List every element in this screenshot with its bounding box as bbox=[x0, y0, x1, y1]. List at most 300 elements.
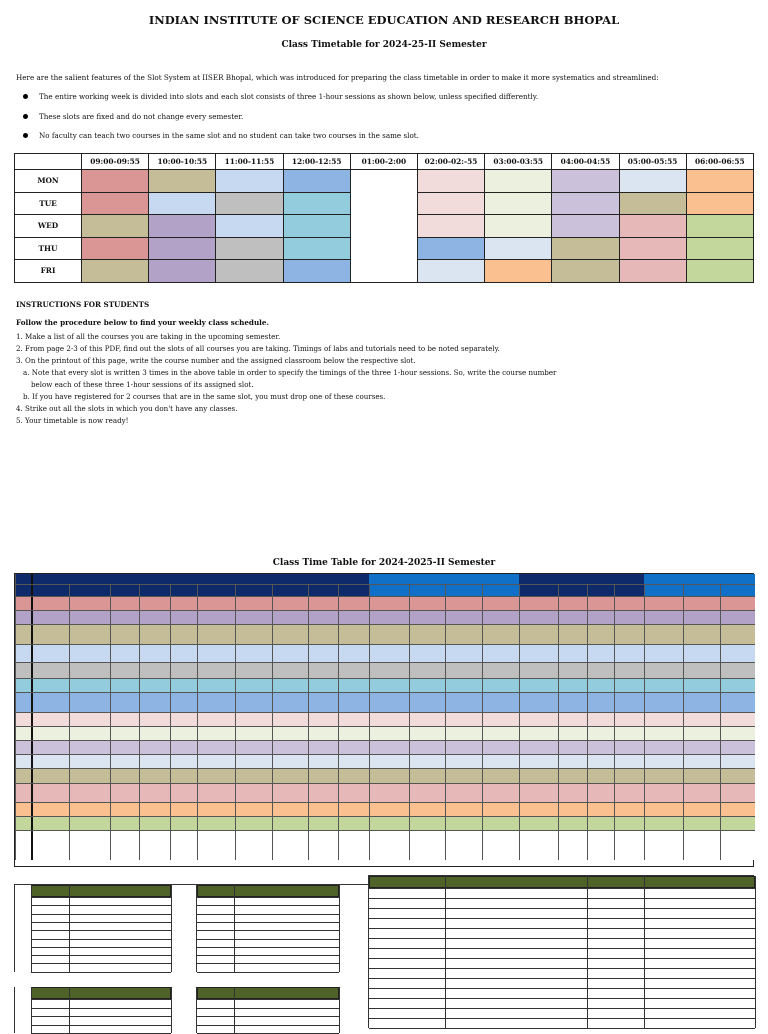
timetable-cell bbox=[519, 679, 558, 692]
form-row-line bbox=[197, 1016, 339, 1017]
timetable-cell bbox=[197, 713, 235, 726]
timetable-cell bbox=[445, 817, 482, 830]
timetable-row bbox=[15, 816, 755, 830]
timetable-cell bbox=[31, 831, 69, 860]
timetable-cell bbox=[139, 625, 170, 644]
form-column-line bbox=[234, 885, 235, 972]
timetable-cell bbox=[587, 574, 614, 584]
timetable-cell bbox=[482, 574, 519, 584]
form-row-line bbox=[197, 939, 339, 940]
timetable-cell bbox=[558, 611, 587, 624]
timetable-cell bbox=[197, 645, 235, 662]
timetable-cell bbox=[139, 784, 170, 802]
slot-cell bbox=[686, 170, 753, 193]
timetable-cell bbox=[308, 831, 338, 860]
time-header: 12:00-12:55 bbox=[283, 154, 350, 170]
time-header: 04:00-04:55 bbox=[552, 154, 619, 170]
timetable-row bbox=[15, 768, 755, 783]
form-row-line bbox=[369, 978, 755, 979]
form-row-line bbox=[369, 998, 755, 999]
timetable-cell bbox=[558, 769, 587, 783]
instruction-step: 1. Make a list of all the courses you are taking in the upcoming semester. bbox=[16, 332, 281, 341]
timetable-cell bbox=[445, 713, 482, 726]
form-row-line bbox=[369, 928, 755, 929]
timetable-cell bbox=[445, 574, 482, 584]
time-header: 03:00-03:55 bbox=[485, 154, 552, 170]
form-row-line bbox=[369, 1028, 755, 1029]
slot-cell bbox=[552, 237, 619, 260]
timetable-cell bbox=[170, 693, 197, 712]
timetable-row bbox=[15, 644, 755, 662]
timetable-cell bbox=[482, 741, 519, 754]
timetable-cell bbox=[139, 713, 170, 726]
timetable-cell bbox=[369, 817, 409, 830]
timetable-cell bbox=[110, 769, 139, 783]
timetable-cell bbox=[69, 574, 110, 584]
form-column-line bbox=[445, 876, 446, 1028]
timetable-cell bbox=[587, 727, 614, 740]
form-row-line bbox=[197, 972, 339, 973]
timetable-cell bbox=[235, 663, 272, 678]
timetable-cell bbox=[338, 693, 369, 712]
slot-cell bbox=[485, 260, 552, 283]
form-row-line bbox=[369, 1018, 755, 1019]
form-row-line bbox=[31, 1016, 171, 1017]
timetable-cell bbox=[15, 727, 31, 740]
timetable-cell bbox=[519, 769, 558, 783]
timetable-cell bbox=[614, 693, 644, 712]
timetable-cell bbox=[482, 784, 519, 802]
timetable-cell bbox=[338, 727, 369, 740]
timetable-cell bbox=[235, 625, 272, 644]
timetable-cell bbox=[558, 645, 587, 662]
timetable-cell bbox=[31, 784, 69, 802]
timetable-cell bbox=[110, 611, 139, 624]
timetable-cell bbox=[338, 679, 369, 692]
timetable-cell bbox=[683, 803, 720, 816]
timetable-cell bbox=[235, 741, 272, 754]
timetable-cell bbox=[235, 803, 272, 816]
timetable-cell bbox=[644, 817, 683, 830]
timetable-cell bbox=[235, 784, 272, 802]
timetable-cell bbox=[445, 663, 482, 678]
timetable-cell bbox=[369, 831, 409, 860]
timetable-cell bbox=[15, 713, 31, 726]
form-row-line bbox=[369, 888, 755, 889]
timetable-cell bbox=[683, 755, 720, 768]
timetable-row bbox=[15, 754, 755, 768]
timetable-row bbox=[15, 712, 755, 726]
timetable-cell bbox=[110, 713, 139, 726]
timetable-cell bbox=[15, 803, 31, 816]
form-header-bar bbox=[31, 987, 171, 999]
timetable-cell bbox=[558, 803, 587, 816]
timetable-cell bbox=[587, 679, 614, 692]
timetable-cell bbox=[369, 585, 409, 596]
timetable-cell bbox=[683, 611, 720, 624]
timetable-cell bbox=[197, 803, 235, 816]
feature-item: No faculty can teach two courses in the same slot and no student can take two courses in the same slot. bbox=[22, 128, 538, 148]
timetable-cell bbox=[235, 585, 272, 596]
timetable-cell bbox=[31, 574, 69, 584]
slot-cell bbox=[283, 215, 350, 238]
timetable-cell bbox=[614, 741, 644, 754]
timetable-cell bbox=[110, 741, 139, 754]
instruction-step: a. Note that every slot is written 3 times in the above table in order to specify the timings of the three 1-hour sessions. So, write the course number bbox=[23, 368, 557, 377]
timetable-cell bbox=[139, 611, 170, 624]
timetable-cell bbox=[369, 727, 409, 740]
form-row-line bbox=[197, 999, 339, 1000]
timetable-cell bbox=[170, 741, 197, 754]
timetable-cell bbox=[683, 574, 720, 584]
slot-cell bbox=[417, 192, 484, 215]
timetable-cell bbox=[197, 727, 235, 740]
course-form-right bbox=[368, 876, 756, 1028]
timetable-cell bbox=[338, 645, 369, 662]
timetable-cell bbox=[272, 727, 308, 740]
timetable-cell bbox=[110, 597, 139, 610]
timetable-cell bbox=[482, 645, 519, 662]
form-row-line bbox=[197, 963, 339, 964]
slot-cell bbox=[619, 215, 686, 238]
slot-cell bbox=[82, 192, 149, 215]
timetable-cell bbox=[308, 611, 338, 624]
form-column-line bbox=[644, 876, 645, 1028]
timetable-cell bbox=[139, 741, 170, 754]
form-column-line bbox=[234, 987, 235, 1033]
timetable-cell bbox=[272, 597, 308, 610]
slot-cell bbox=[149, 192, 216, 215]
timetable-cell bbox=[338, 817, 369, 830]
timetable-cell bbox=[519, 803, 558, 816]
timetable-cell bbox=[235, 755, 272, 768]
timetable-cell bbox=[272, 741, 308, 754]
timetable-cell bbox=[720, 693, 755, 712]
form-header-bar bbox=[369, 876, 755, 888]
slot-cell bbox=[82, 215, 149, 238]
instructions-subheading: Follow the procedure below to find your weekly class schedule. bbox=[16, 318, 269, 327]
slot-cell bbox=[216, 192, 283, 215]
timetable-cell bbox=[338, 585, 369, 596]
timetable-cell bbox=[272, 693, 308, 712]
instruction-step: 3. On the printout of this page, write the course number and the assigned classroom below the respective slot. bbox=[16, 356, 416, 365]
course-form-middle bbox=[196, 885, 340, 972]
timetable-cell bbox=[720, 611, 755, 624]
form-row-line bbox=[31, 922, 171, 923]
timetable-cell bbox=[409, 817, 445, 830]
timetable-cell bbox=[644, 784, 683, 802]
timetable-cell bbox=[170, 803, 197, 816]
timetable-cell bbox=[409, 713, 445, 726]
timetable-cell bbox=[644, 625, 683, 644]
timetable-cell bbox=[69, 831, 110, 860]
slot-cell bbox=[283, 260, 350, 283]
timetable-cell bbox=[445, 831, 482, 860]
timetable-cell bbox=[110, 755, 139, 768]
timetable-cell bbox=[69, 679, 110, 692]
timetable-row bbox=[15, 783, 755, 802]
timetable-cell bbox=[482, 679, 519, 692]
timetable-cell bbox=[482, 769, 519, 783]
form-row-line bbox=[31, 955, 171, 956]
timetable-cell bbox=[338, 597, 369, 610]
slot-cell bbox=[82, 237, 149, 260]
timetable-cell bbox=[683, 817, 720, 830]
form-row-line bbox=[197, 1025, 339, 1026]
timetable-cell bbox=[31, 693, 69, 712]
timetable-cell bbox=[587, 663, 614, 678]
timetable-cell bbox=[139, 769, 170, 783]
timetable-cell bbox=[170, 625, 197, 644]
timetable-cell bbox=[445, 693, 482, 712]
timetable-cell bbox=[644, 645, 683, 662]
timetable-cell bbox=[720, 727, 755, 740]
timetable-cell bbox=[614, 803, 644, 816]
timetable-cell bbox=[197, 769, 235, 783]
form-row-line bbox=[369, 1008, 755, 1009]
timetable-cell bbox=[644, 611, 683, 624]
timetable-cell bbox=[644, 727, 683, 740]
timetable-row bbox=[15, 830, 755, 860]
day-label: WED bbox=[15, 215, 82, 238]
timetable-cell bbox=[110, 817, 139, 830]
timetable-cell bbox=[197, 585, 235, 596]
timetable-cell bbox=[644, 713, 683, 726]
slot-cell bbox=[686, 192, 753, 215]
timetable-cell bbox=[683, 597, 720, 610]
timetable-cell bbox=[110, 585, 139, 596]
timetable-cell bbox=[587, 769, 614, 783]
timetable-cell bbox=[445, 727, 482, 740]
slot-cell bbox=[619, 237, 686, 260]
timetable-cell bbox=[683, 645, 720, 662]
timetable-cell bbox=[409, 663, 445, 678]
timetable-cell bbox=[720, 663, 755, 678]
timetable-cell bbox=[519, 817, 558, 830]
instruction-step: b. If you have registered for 2 courses that are in the same slot, you must drop one of these courses. bbox=[23, 392, 386, 401]
timetable-cell bbox=[31, 713, 69, 726]
timetable-row bbox=[15, 596, 755, 610]
timetable-cell bbox=[587, 611, 614, 624]
timetable-cell bbox=[110, 663, 139, 678]
timetable-cell bbox=[369, 679, 409, 692]
timetable-cell bbox=[409, 769, 445, 783]
timetable-cell bbox=[69, 769, 110, 783]
timetable-cell bbox=[558, 693, 587, 712]
timetable-cell bbox=[338, 663, 369, 678]
timetable-cell bbox=[519, 625, 558, 644]
timetable-cell bbox=[235, 817, 272, 830]
form-row-line bbox=[31, 963, 171, 964]
timetable-cell bbox=[720, 645, 755, 662]
timetable-cell bbox=[614, 611, 644, 624]
timetable-cell bbox=[614, 663, 644, 678]
timetable-cell bbox=[170, 727, 197, 740]
timetable-cell bbox=[308, 574, 338, 584]
timetable-cell bbox=[308, 645, 338, 662]
slot-cell bbox=[417, 237, 484, 260]
timetable-cell bbox=[720, 769, 755, 783]
timetable-cell bbox=[170, 585, 197, 596]
timetable-cell bbox=[110, 727, 139, 740]
form-row-line bbox=[31, 1008, 171, 1009]
timetable-cell bbox=[587, 693, 614, 712]
timetable-cell bbox=[69, 727, 110, 740]
timetable-cell bbox=[272, 784, 308, 802]
form-row-line bbox=[31, 939, 171, 940]
timetable-cell bbox=[445, 755, 482, 768]
timetable-cell bbox=[409, 755, 445, 768]
form-column-line bbox=[31, 987, 32, 1033]
timetable-cell bbox=[197, 679, 235, 692]
timetable-cell bbox=[308, 803, 338, 816]
slot-cell bbox=[417, 215, 484, 238]
timetable-cell bbox=[308, 727, 338, 740]
timetable-cell bbox=[409, 831, 445, 860]
timetable-cell bbox=[272, 574, 308, 584]
form-column-line bbox=[587, 876, 588, 1028]
timetable-cell bbox=[15, 831, 31, 860]
timetable-cell bbox=[338, 611, 369, 624]
timetable-cell bbox=[445, 803, 482, 816]
timetable-cell bbox=[139, 755, 170, 768]
timetable-cell bbox=[170, 831, 197, 860]
timetable-cell bbox=[644, 693, 683, 712]
timetable-cell bbox=[31, 663, 69, 678]
course-form-left bbox=[14, 885, 172, 972]
timetable-cell bbox=[15, 755, 31, 768]
form-row-line bbox=[31, 897, 171, 898]
timetable-cell bbox=[482, 597, 519, 610]
timetable-cell bbox=[445, 625, 482, 644]
day-label: FRI bbox=[15, 260, 82, 283]
instruction-steps bbox=[16, 331, 556, 427]
timetable-cell bbox=[110, 831, 139, 860]
timetable-cell bbox=[197, 574, 235, 584]
timetable-cell bbox=[69, 663, 110, 678]
timetable-header-row bbox=[15, 584, 755, 596]
timetable-cell bbox=[644, 769, 683, 783]
day-label: THU bbox=[15, 237, 82, 260]
timetable-cell bbox=[170, 611, 197, 624]
form-row-line bbox=[31, 999, 171, 1000]
timetable-cell bbox=[308, 769, 338, 783]
timetable-cell bbox=[644, 741, 683, 754]
features-list bbox=[22, 89, 538, 148]
timetable-cell bbox=[15, 784, 31, 802]
timetable-cell bbox=[558, 817, 587, 830]
form-row-line bbox=[31, 972, 171, 973]
timetable-cell bbox=[69, 741, 110, 754]
slot-cell bbox=[149, 237, 216, 260]
form-row-line bbox=[369, 948, 755, 949]
timetable-cell bbox=[235, 597, 272, 610]
form-header-bar bbox=[197, 987, 339, 999]
timetable-cell bbox=[139, 585, 170, 596]
timetable-cell bbox=[170, 679, 197, 692]
timetable-cell bbox=[409, 679, 445, 692]
timetable-cell bbox=[614, 713, 644, 726]
timetable-cell bbox=[445, 645, 482, 662]
timetable-cell bbox=[338, 831, 369, 860]
timetable-cell bbox=[235, 693, 272, 712]
timetable-cell bbox=[139, 803, 170, 816]
timetable-cell bbox=[587, 713, 614, 726]
day-label: MON bbox=[15, 170, 82, 193]
timetable-cell bbox=[31, 679, 69, 692]
timetable-cell bbox=[614, 574, 644, 584]
timetable-cell bbox=[614, 585, 644, 596]
timetable-cell bbox=[338, 741, 369, 754]
timetable-cell bbox=[15, 741, 31, 754]
timetable-cell bbox=[139, 645, 170, 662]
timetable-cell bbox=[683, 663, 720, 678]
form-row-line bbox=[369, 968, 755, 969]
timetable-cell bbox=[110, 625, 139, 644]
slot-cell bbox=[216, 215, 283, 238]
timetable-cell bbox=[558, 597, 587, 610]
form-row-line bbox=[369, 958, 755, 959]
timetable-cell bbox=[519, 784, 558, 802]
form-row-line bbox=[369, 918, 755, 919]
form-row-line bbox=[197, 914, 339, 915]
timetable-cell bbox=[369, 803, 409, 816]
instruction-step: 5. Your timetable is now ready! bbox=[16, 416, 129, 425]
timetable-cell bbox=[644, 803, 683, 816]
timetable-cell bbox=[235, 645, 272, 662]
timetable-cell bbox=[69, 803, 110, 816]
timetable-cell bbox=[409, 693, 445, 712]
timetable-cell bbox=[338, 713, 369, 726]
form-row-line bbox=[369, 898, 755, 899]
timetable-subtitle: Class Timetable for 2024-25-II Semester bbox=[281, 40, 487, 50]
timetable-cell bbox=[235, 769, 272, 783]
timetable-cell bbox=[69, 625, 110, 644]
timetable-cell bbox=[197, 784, 235, 802]
timetable-cell bbox=[272, 803, 308, 816]
timetable-cell bbox=[445, 741, 482, 754]
timetable-cell bbox=[683, 784, 720, 802]
timetable-cell bbox=[69, 713, 110, 726]
slot-cell bbox=[216, 170, 283, 193]
timetable-cell bbox=[644, 679, 683, 692]
timetable-cell bbox=[482, 611, 519, 624]
timetable-cell bbox=[139, 831, 170, 860]
timetable-cell bbox=[369, 597, 409, 610]
timetable-cell bbox=[272, 769, 308, 783]
timetable-cell bbox=[409, 645, 445, 662]
timetable-cell bbox=[614, 831, 644, 860]
intro-text: Here are the salient features of the Slot System at IISER Bhopal, which was introduced for preparing the class timetable in order to make it more systematics and streamlined: bbox=[16, 73, 659, 82]
slot-cell bbox=[149, 260, 216, 283]
timetable-cell bbox=[272, 679, 308, 692]
slot-cell bbox=[149, 170, 216, 193]
timetable-cell bbox=[587, 645, 614, 662]
timetable-cell bbox=[558, 625, 587, 644]
timetable-cell bbox=[15, 663, 31, 678]
timetable-cell bbox=[272, 831, 308, 860]
timetable-cell bbox=[587, 585, 614, 596]
timetable-cell bbox=[519, 831, 558, 860]
timetable-cell bbox=[519, 663, 558, 678]
timetable-row bbox=[15, 662, 755, 678]
timetable-cell bbox=[338, 784, 369, 802]
timetable-cell bbox=[720, 803, 755, 816]
timetable-cell bbox=[308, 597, 338, 610]
timetable-cell bbox=[69, 645, 110, 662]
slot-table bbox=[14, 153, 754, 283]
timetable-cell bbox=[235, 611, 272, 624]
